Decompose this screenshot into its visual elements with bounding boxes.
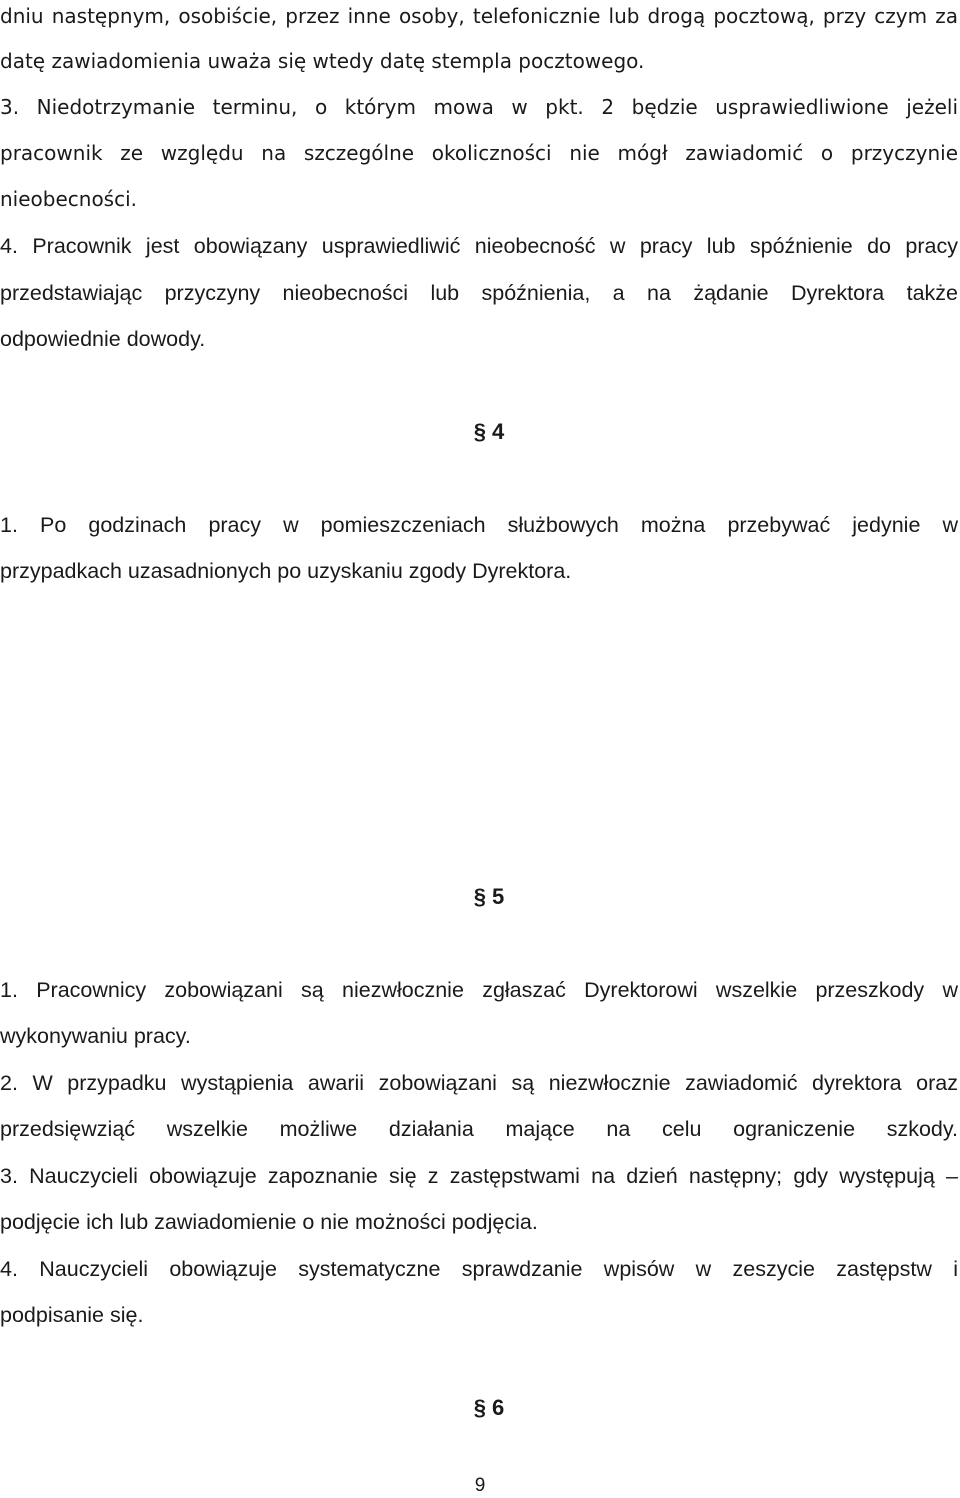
section-5-paragraph-3-line: podjęcie ich lub zawiadomienie o nie możności podjęcia. — [0, 1210, 538, 1234]
section-5-paragraph-2-line: 2. W przypadku wystąpienia awarii zobowiązani są niezwłocznie zawiadomić dyrektora oraz — [0, 1071, 958, 1095]
paragraph-4-line: przedstawiając przyczyny nieobecności lub spóźnienia, a na żądanie Dyrektora także — [0, 281, 958, 305]
paragraph-3-line: 3. Niedotrzymanie terminu, o którym mowa w pkt. 2 będzie usprawiedliwione jeżeli — [0, 95, 958, 119]
intro-line: dniu następnym, osobiście, przez inne osoby, telefonicznie lub drogą pocztową, przy czym za — [0, 4, 958, 28]
section-heading-4: § 4 — [473, 419, 505, 444]
section-5-paragraph-2-line: przedsięwziąć wszelkie możliwe działania mające na celu ograniczenie szkody. — [0, 1117, 958, 1141]
paragraph-4-line: odpowiednie dowody. — [0, 327, 206, 351]
section-4-paragraph-1-line: 1. Po godzinach pracy w pomieszczeniach służbowych można przebywać jedynie w — [0, 513, 958, 537]
paragraph-4-line: 4. Pracownik jest obowiązany usprawiedliwić nieobecność w pracy lub spóźnienie do pracy — [0, 234, 958, 258]
paragraph-3-line: nieobecności. — [0, 187, 138, 211]
section-heading-6: § 6 — [473, 1395, 505, 1420]
intro-line: datę zawiadomienia uważa się wtedy datę stempla pocztowego. — [0, 49, 645, 73]
section-5-paragraph-4-line: podpisanie się. — [0, 1303, 144, 1327]
section-5-paragraph-4-line: 4. Nauczycieli obowiązuje systematyczne sprawdzanie wpisów w zeszycie zastępstw i — [0, 1257, 958, 1281]
section-5-paragraph-3-line: 3. Nauczycieli obowiązuje zapoznanie się z zastępstwami na dzień następny; gdy występują – — [0, 1164, 958, 1188]
section-5-paragraph-1-line: wykonywaniu pracy. — [0, 1024, 191, 1048]
section-5-paragraph-1-line: 1. Pracownicy zobowiązani są niezwłocznie zgłaszać Dyrektorowi wszelkie przeszkody w — [0, 978, 958, 1002]
section-4-paragraph-1-line: przypadkach uzasadnionych po uzyskaniu zgody Dyrektora. — [0, 559, 572, 583]
paragraph-3-line: pracownik ze względu na szczególne okoliczności nie mógł zawiadomić o przyczynie — [0, 141, 958, 165]
section-heading-5: § 5 — [473, 884, 505, 909]
page-number: 9 — [474, 1475, 486, 1496]
